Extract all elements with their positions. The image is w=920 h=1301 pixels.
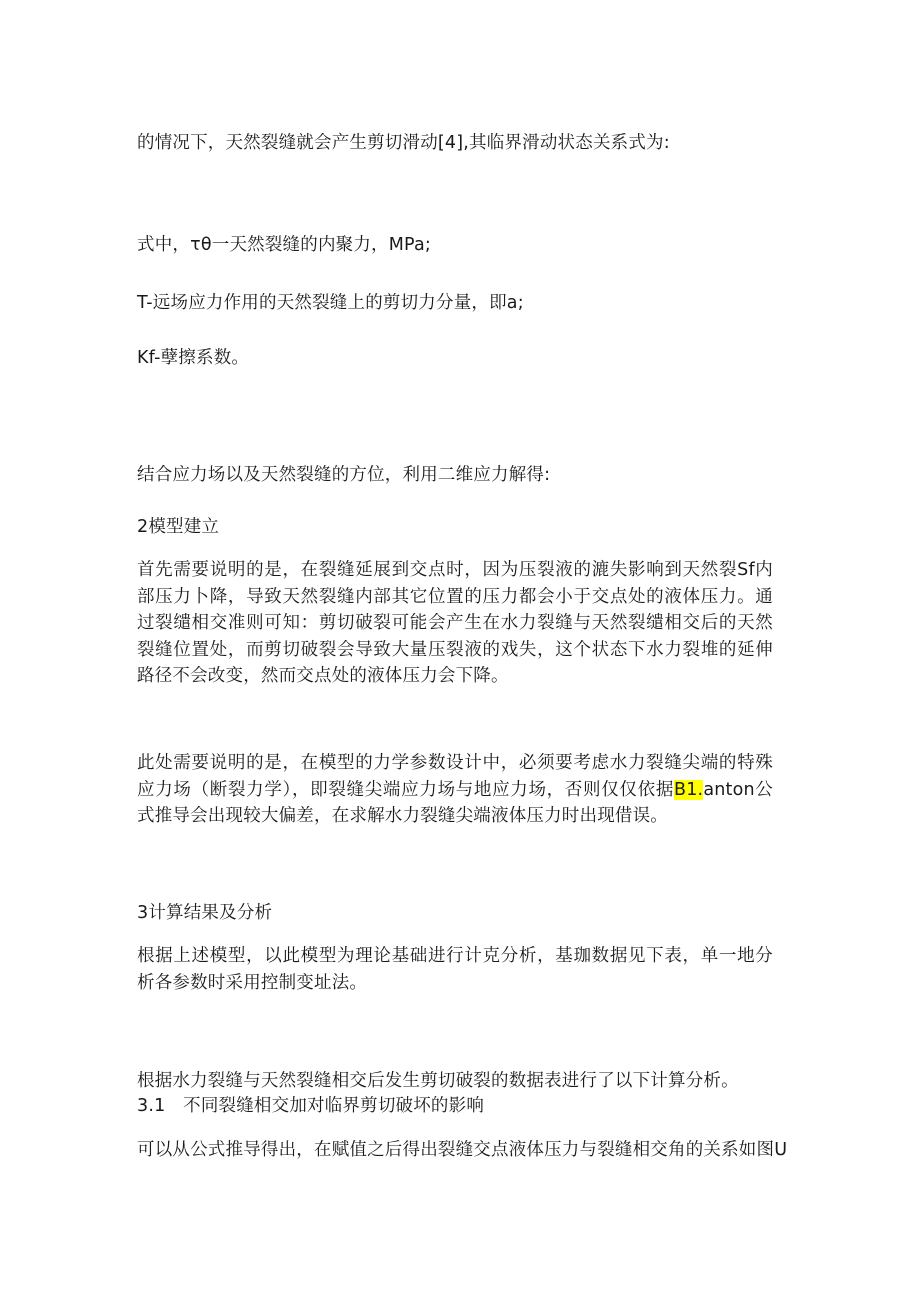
mechanics-paragraph bbox=[137, 750, 773, 830]
combine-line: 结合应力场以及天然裂缝的方位，利用二维应力解得: bbox=[137, 465, 551, 485]
definition-intro: 式中，τθ一天然裂缝的内聚力，MPa; bbox=[137, 235, 432, 255]
intro-line: 的情况下，天然裂缝就会产生剪切滑动[4],其临界滑动状态关系式为: bbox=[137, 133, 670, 153]
highlighted-text: B1. bbox=[674, 779, 704, 800]
final-line: 可以从公式推导得出，在赋值之后得出裂缝交点液体压力与裂缝相交角的关系如图U bbox=[137, 1140, 788, 1160]
section-heading-results: 3计算结果及分析 bbox=[137, 903, 273, 923]
section-heading-model: 2模型建立 bbox=[137, 517, 220, 537]
mechanics-text-after: anton公式推导会出现较大偏差，在求解水力裂缝尖端液体压力时出现借误。 bbox=[137, 779, 773, 826]
data-table-line: 根据水力裂缝与天然裂缝相交后发生剪切破裂的数据表进行了以下计算分析。 bbox=[137, 1071, 739, 1091]
model-paragraph: 首先需要说明的是，在裂缝延展到交点时，因为压裂液的漉失影响到天然裂Sf内部压力卜降，导致天然裂缝内部其它位置的压力都会小于交点处的液体压力。通过裂缱相交准则可知：剪切破裂可能会产生在水力裂缝与天然裂缱相交后的天然裂缝位置处，而剪切破裂会导致大量压裂液的戏失，这个状态下水力裂堆的延伸路径不会改变，然而交点处的液体压力会下降。 bbox=[137, 560, 773, 686]
definition-kf: Kf-孽擦系数。 bbox=[137, 348, 250, 368]
subsection-heading-3-1: 3.1 不同裂缝相交加对临界剪切破坏的影响 bbox=[137, 1096, 485, 1116]
results-paragraph: 根据上述模型，以此模型为理论基础进行计克分析，基珈数据见下表，单一地分析各参数时采用控制变址法。 bbox=[137, 946, 773, 993]
mechanics-text-before: 此处需要说明的是，在模型的力学参数设计中，必须要考虑水力裂缝尖端的特殊应力场（断裂力学），即裂缝尖端应力场与地应力场，否则仅仅依据 bbox=[137, 753, 773, 800]
definition-t: T-远场应力作用的天然裂缝上的剪切力分量，即a; bbox=[137, 293, 524, 313]
